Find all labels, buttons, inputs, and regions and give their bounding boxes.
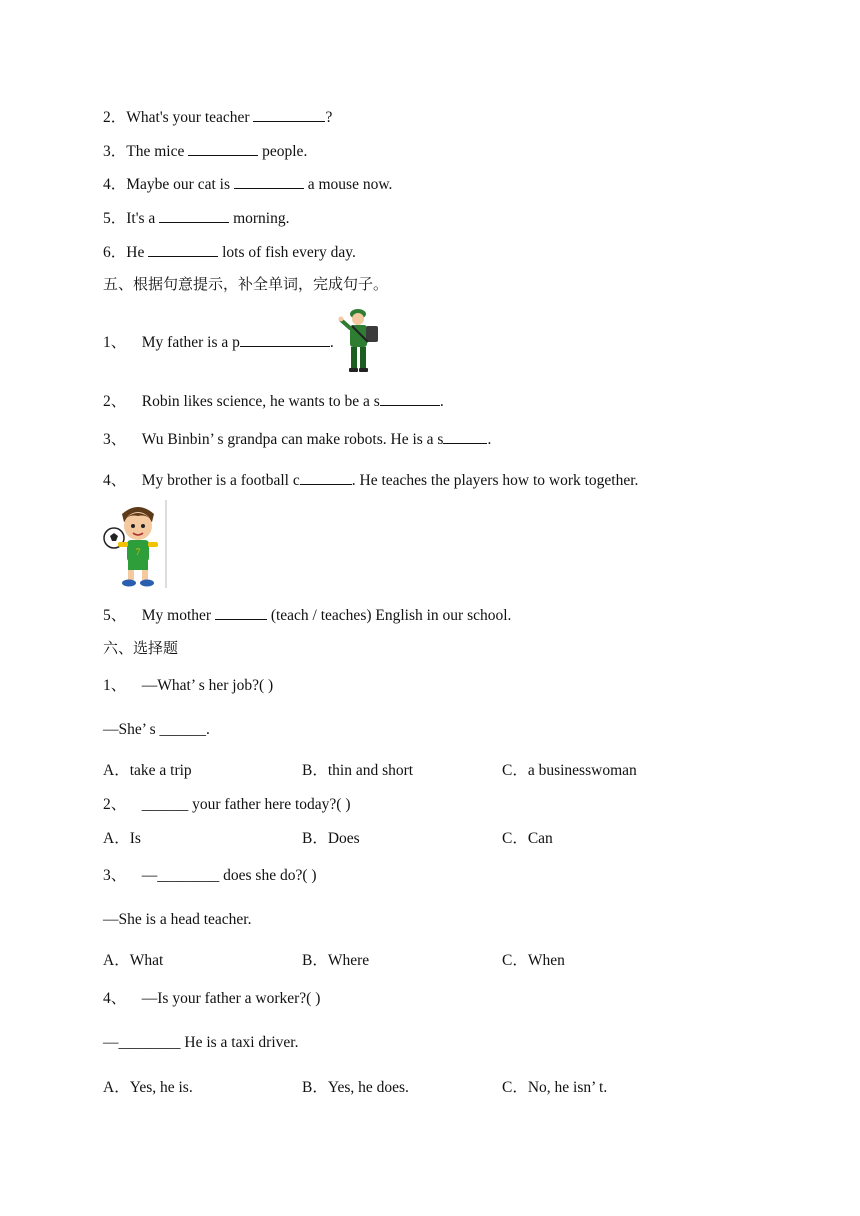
- question-6-2: 2、 ______ your father here today?( ): [103, 796, 351, 813]
- answer-blank[interactable]: [253, 106, 325, 122]
- answer-blank[interactable]: [443, 428, 487, 444]
- question-6-1-line2: —She’ s ______.: [103, 721, 210, 738]
- answer-blank[interactable]: [159, 207, 229, 223]
- answer-blank[interactable]: [234, 173, 304, 189]
- question-6-1: 1、 —What’ s her job?( ): [103, 677, 274, 694]
- answer-blank[interactable]: [300, 469, 352, 485]
- answer-blank[interactable]: [188, 140, 258, 156]
- question-4-6: 6．He lots of fish every day.: [103, 241, 356, 263]
- question-5-2: 2、 Robin likes science, he wants to be a s .: [103, 390, 444, 412]
- answer-blank[interactable]: [148, 241, 218, 257]
- question-4-4: 4．Maybe our cat is a mouse now.: [103, 173, 392, 195]
- option-a[interactable]: A．Is: [103, 830, 141, 847]
- answer-blank[interactable]: [240, 331, 330, 347]
- option-a[interactable]: A．Yes, he is.: [103, 1079, 193, 1096]
- question-5-1: 1、 My father is a p .: [103, 331, 334, 353]
- option-b[interactable]: B．Yes, he does.: [302, 1079, 409, 1096]
- option-c[interactable]: C．When: [502, 952, 565, 969]
- question-6-4: 4、 —Is your father a worker?( ): [103, 990, 321, 1007]
- option-c[interactable]: C．No, he isn’ t.: [502, 1079, 608, 1096]
- answer-blank[interactable]: [215, 604, 267, 620]
- question-5-3: 3、 Wu Binbin’ s grandpa can make robots. He is a s .: [103, 428, 491, 450]
- question-6-4-line2: —________ He is a taxi driver.: [103, 1034, 299, 1051]
- option-b[interactable]: B．Does: [302, 830, 360, 847]
- answer-blank[interactable]: [380, 390, 440, 406]
- football-boy-illustration: [102, 500, 168, 588]
- section-6-heading: 六、选择题: [103, 639, 179, 657]
- question-4-5: 5．It's a morning.: [103, 207, 289, 229]
- question-4-3: 3．The mice people.: [103, 140, 307, 162]
- question-4-2: 2．What's your teacher ?: [103, 106, 332, 128]
- option-a[interactable]: A．What: [103, 952, 164, 969]
- option-c[interactable]: C．Can: [502, 830, 553, 847]
- option-a[interactable]: A．take a trip: [103, 762, 192, 779]
- question-6-3: 3、 —________ does she do?( ): [103, 867, 317, 884]
- option-b[interactable]: B．thin and short: [302, 762, 414, 779]
- question-5-4: 4、 My brother is a football c . He teaches the players how to work together.: [103, 469, 638, 491]
- postman-illustration: [338, 306, 384, 374]
- option-c[interactable]: C．a businesswoman: [502, 762, 637, 779]
- svg-text:7: 7: [135, 547, 141, 557]
- section-5-heading: 五、根据句意提示，补全单词，完成句子。: [103, 275, 389, 293]
- question-6-3-line2: —She is a head teacher.: [103, 911, 252, 928]
- option-b[interactable]: B．Where: [302, 952, 370, 969]
- question-5-5: 5、 My mother (teach / teaches) English in our school.: [103, 604, 511, 626]
